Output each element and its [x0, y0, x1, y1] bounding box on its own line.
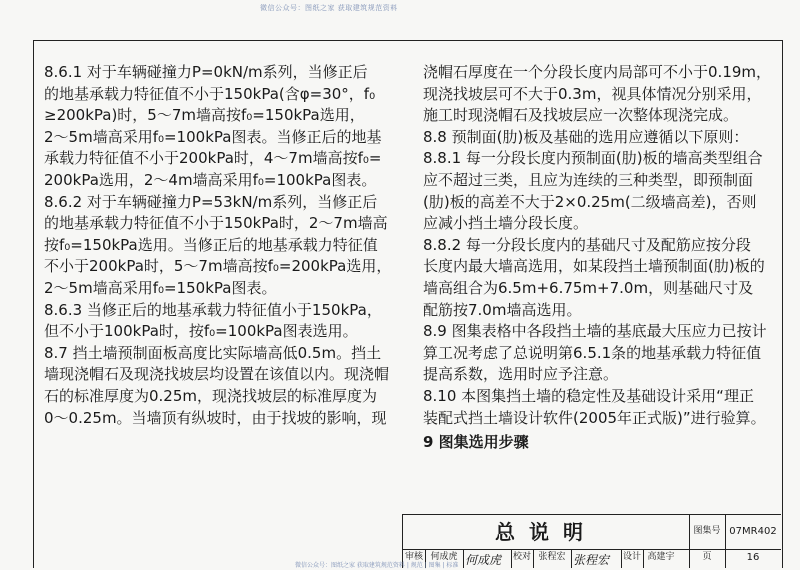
- text-line: 的地基承载力特征值不小于150kPa时，2～7m墙高: [44, 214, 388, 233]
- text-line: 2～5m墙高采用f₀=150kPa图表。: [44, 278, 277, 297]
- text-line: 的地基承载力特征值不小于150kPa(含φ=30°，f₀: [44, 84, 376, 103]
- design-label: 设计: [622, 552, 641, 562]
- page-label: 页: [702, 552, 712, 562]
- text-line: 石的标准厚度为0.25m，现浇找坡层的标准厚度为: [44, 386, 378, 405]
- text-line: 浇帽石厚度在一个分段长度内局部可不小于0.19m，: [423, 63, 772, 81]
- text-line: 提高系数，选用时应予注意。: [423, 365, 619, 384]
- text-line: 8.6.2 对于车辆碰撞力P=53kN/m系列，当修正后: [44, 192, 378, 211]
- divider: [571, 549, 572, 568]
- text-line: 2～5m墙高采用f₀=100kPa图表。当修正后的地基: [44, 127, 382, 146]
- text-line: 应不超过三类，且应为连续的三种类型，即预制面: [423, 170, 754, 189]
- text-line: 8.7 挡土墙预制面板高度比实际墙高低0.5m。挡土: [44, 343, 382, 362]
- watermark-top: 微信公众号：图纸之家 获取建筑规范资料: [260, 4, 398, 12]
- text-line: 按f₀=150kPa选用。当修正后的地基承载力特征值: [44, 235, 378, 254]
- reviewer-signature: 何成虎: [465, 553, 502, 567]
- right-text-column: [423, 62, 771, 454]
- title-row: [403, 515, 781, 550]
- text-line: 不小于200kPa时，5～7m墙高按f₀=200kPa选用，: [44, 257, 392, 276]
- left-text-column: [44, 62, 391, 429]
- text-line: (肋)板的高差不大于2×0.25m(二级墙高差)，否则: [423, 192, 757, 211]
- reviewer-name: 何成虎: [430, 552, 458, 562]
- text-line: 8.6.1 对于车辆碰撞力P=0kN/m系列，当修正后: [44, 63, 368, 81]
- checker-signature: 张程宏: [573, 553, 610, 567]
- drawing-title: 总说明: [495, 520, 597, 544]
- divider: [463, 549, 464, 568]
- text-line: 施工时现浇帽石及找坡层应一次整体现浇完成。: [423, 106, 739, 125]
- text-line: 算工况考虑了总说明第6.5.1条的地基承载力特征值: [423, 343, 762, 362]
- designer-name: 高建宇: [647, 552, 675, 562]
- text-line: 承载力特征值不小于200kPa时，4～7m墙高按f₀=: [44, 149, 382, 168]
- text-line: 应减小挡土墙分段长度。: [423, 214, 589, 233]
- text-line: 0～0.25m。当墙顶有纵坡时，由于找坡的影响，现: [44, 408, 387, 427]
- text-line: 装配式挡土墙设计软件(2005年正式版)”进行验算。: [423, 408, 766, 427]
- checker-name: 张程宏: [538, 552, 566, 562]
- text-line: 8.6.3 当修正后的地基承载力特征值小于150kPa，: [44, 300, 382, 319]
- text-line: 墙高组合为6.5m+6.75m+7.0m，则基础尺寸及: [423, 278, 754, 297]
- section-heading: 9 图集选用步骤: [423, 433, 529, 452]
- check-label: 校对: [512, 552, 531, 562]
- text-line: 8.8 预制面(肋)板及基础的选用应遵循以下原则：: [423, 127, 749, 146]
- text-line: 8.8.2 每一分段长度内的基础尺寸及配筋应按分段: [423, 235, 751, 254]
- atlas-label: 图集号: [693, 526, 721, 536]
- text-line: 现浇找坡层可不大于0.3m，视具体情况分别采用，: [423, 84, 762, 103]
- text-line: 8.9 图集表格中各段挡土墙的基底最大压应力已按计: [423, 322, 767, 341]
- text-line: 配筋按7.0m墙高选用。: [423, 300, 582, 319]
- review-label: 审核: [404, 552, 423, 562]
- atlas-number: 07MR402: [729, 526, 777, 537]
- text-line: 长度内最大墙高选用，如某段挡土墙预制面(肋)板的: [423, 257, 765, 276]
- watermark-bottom: 微信公众号：图纸之家 获取建筑规范资料 | 规范 | 图集 | 标准: [295, 562, 459, 569]
- text-line: 但不小于100kPa时，按f₀=100kPa图表选用。: [44, 322, 358, 341]
- text-line: 8.10 本图集挡土墙的稳定性及基础设计采用“理正: [423, 386, 754, 405]
- page-number: 16: [746, 552, 760, 563]
- title-block: [402, 514, 781, 568]
- text-line: ≥200kPa)时，5～7m墙高按f₀=150kPa选用，: [44, 106, 365, 125]
- text-line: 墙现浇帽石及现浇找坡层均设置在该值以内。现浇帽: [44, 365, 390, 384]
- text-line: 8.8.1 每一分段长度内预制面(肋)板的墙高类型组合: [423, 149, 763, 168]
- text-line: 200kPa选用，2～4m墙高采用f₀=100kPa图表。: [44, 170, 377, 189]
